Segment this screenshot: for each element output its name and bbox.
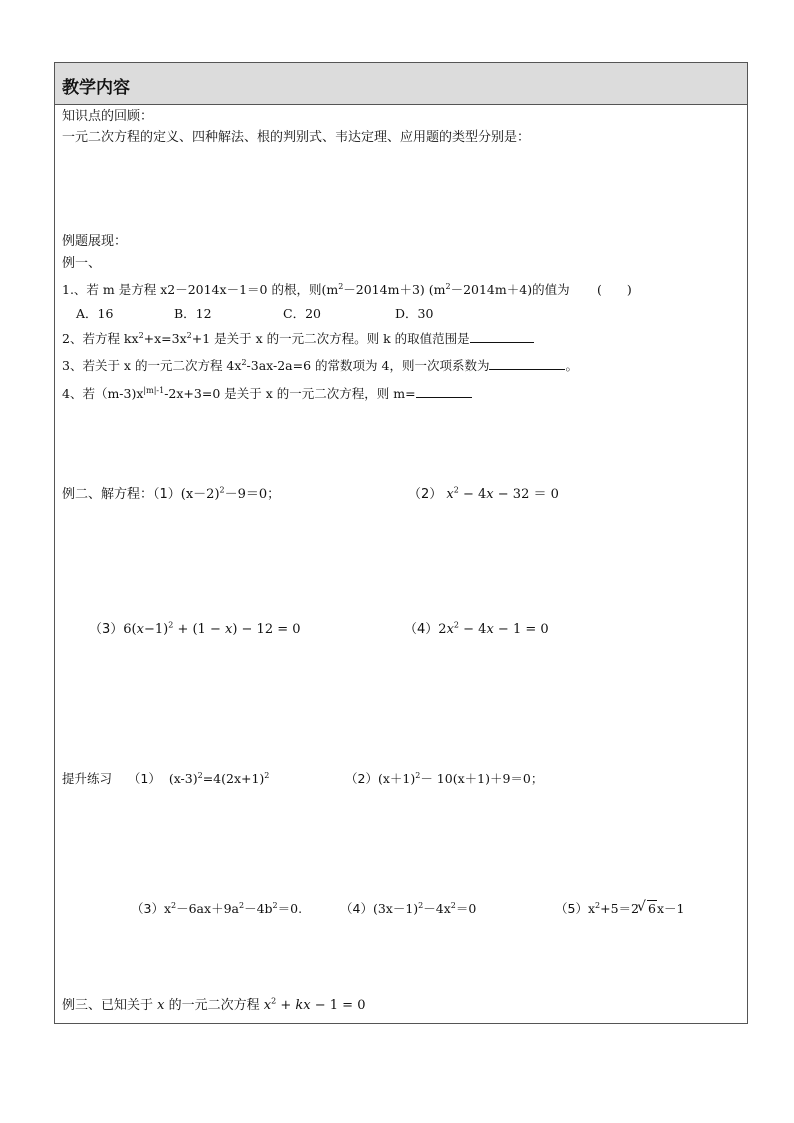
ex3-kx: kx [295, 998, 311, 1013]
practice-label: 提升练习 [62, 771, 113, 786]
ex3-part-b: + [276, 998, 296, 1013]
header-bar [55, 63, 747, 105]
q3-end: 。 [565, 358, 578, 373]
practice-3-sup-1: 2 [171, 900, 177, 910]
equation-3 [89, 622, 301, 638]
eq4-x-1: x [446, 622, 454, 637]
eq3-x-1: x [136, 622, 144, 637]
ex3-sup: 2 [271, 996, 277, 1006]
practice-4-part-a: (3x－1) [372, 901, 419, 916]
example-3-label: 例三、已知关于 [62, 998, 154, 1013]
practice-5-part-a: x [587, 901, 596, 916]
practice-2-part-b: － 10(x＋1)＋9＝0； [420, 771, 544, 786]
practice-1-sup-2: 2 [264, 770, 270, 780]
practice-1-prefix: （1） [127, 771, 161, 786]
ex3-part-d: − 1 = 0 [310, 998, 366, 1013]
practice-4-sup-2: 2 [450, 900, 456, 910]
question-1-mid: －2014m＋3) (m [343, 282, 446, 297]
equation-2 [408, 487, 559, 503]
example-3-mid: 的一元二次方程 [168, 998, 260, 1013]
header-title: 教学内容 [62, 78, 130, 98]
review-line: 一元二次方程的定义、四种解法、根的判别式、韦达定理、应用题的类型分别是： [62, 130, 531, 145]
question-1 [62, 282, 570, 298]
practice-3-part-c: －4b [244, 901, 273, 916]
review-heading: 知识点的回顾： [62, 109, 154, 124]
eq4-prefix: （4） [404, 622, 439, 637]
practice-5-radicand: 6 [648, 901, 656, 916]
sqrt-symbol [639, 901, 657, 917]
equation-4 [404, 622, 549, 638]
eq4-x-2: x [486, 622, 494, 637]
eq2-sup: 2 [453, 485, 459, 495]
question-1-answer-paren: ( ) [597, 282, 632, 297]
q2-part-a: 2、若方程 kx [62, 331, 139, 346]
answer-blank-q4[interactable] [416, 385, 472, 398]
practice-1-part-b: =4(2x+1) [202, 771, 265, 786]
practice-3-prefix: （3） [131, 901, 164, 916]
q2-part-c: +1 是关于 x 的一元二次方程。则 k 的取值范围是 [191, 331, 470, 346]
q2-sup-2: 2 [186, 330, 192, 340]
eq1-sup: 2 [219, 485, 225, 495]
practice-4-part-c: ＝0 [455, 901, 477, 916]
q1-sup-2: 2 [445, 281, 451, 291]
eq2-x-2: x [486, 487, 494, 502]
examples-heading: 例题展现： [62, 234, 128, 249]
practice-4 [340, 901, 476, 917]
q1-sup-1: 2 [338, 281, 344, 291]
example-3-line [62, 998, 365, 1014]
eq4-sup: 2 [453, 620, 459, 630]
q4-part-b: -2x+3=0 是关于 x 的一元二次方程，则 m= [164, 386, 416, 401]
q3-sup: 2 [241, 357, 247, 367]
example-3-x: x [157, 998, 165, 1013]
answer-blank-q2[interactable] [470, 330, 534, 343]
ex3-x-1: x [263, 998, 272, 1013]
practice-5-prefix: （5） [555, 901, 588, 916]
eq2-part-b: − 4 [458, 487, 487, 502]
practice-4-part-b: －4x [423, 901, 451, 916]
practice-5 [555, 901, 684, 917]
practice-5-part-d: x－1 [656, 901, 685, 916]
practice-3-sup-2: 2 [238, 900, 245, 910]
eq3-part-a: 6( [123, 622, 137, 637]
lesson-frame [54, 62, 748, 1024]
practice-3 [131, 901, 302, 917]
practice-4-prefix: （4） [340, 901, 373, 916]
eq3-prefix: （3） [89, 622, 124, 637]
choice-b[interactable]: B．12 [174, 306, 212, 321]
choice-d[interactable]: D．30 [395, 306, 434, 321]
answer-blank-q3[interactable] [489, 357, 565, 370]
question-1-suffix: －2014m＋4)的值为 [450, 282, 570, 297]
q3-part-a: 3、若关于 x 的一元二次方程 4x [62, 358, 242, 373]
eq2-part-d: − 32 ＝ 0 [493, 487, 559, 502]
q4-part-a: 4、若（m-3)x [62, 386, 144, 401]
eq2-x-1: x [446, 487, 454, 502]
question-4 [62, 385, 472, 402]
q2-part-b: +x=3x [143, 331, 187, 346]
q2-sup-1: 2 [138, 330, 144, 340]
q4-exponent: |m|-1 [143, 385, 165, 395]
question-1-prefix: 1.、若 m 是方程 x2－2014x－1＝0 的根，则(m [62, 282, 339, 297]
example-1-label: 例一、 [62, 256, 102, 271]
practice-5-part-b: +5＝2 [600, 901, 639, 916]
eq1-part-a: (x－2) [180, 487, 220, 502]
q3-part-b: -3ax-2a=6 的常数项为 4，则一次项系数为 [246, 358, 490, 373]
question-3 [62, 357, 578, 374]
eq4-part-e: − 1 = 0 [493, 622, 549, 637]
question-2 [62, 330, 534, 347]
eq1-part-b: －9＝0； [224, 487, 281, 502]
practice-3-part-b: －6ax＋9a [176, 901, 239, 916]
choice-c[interactable]: C．20 [283, 306, 321, 321]
choice-a[interactable]: A．16 [76, 306, 114, 321]
eq2-prefix: （2） [408, 487, 443, 502]
example-2-label: 例二、解方程：（1） [62, 487, 181, 502]
practice-2 [345, 771, 543, 787]
practice-2-part-a: (x＋1) [377, 771, 416, 786]
practice-2-sup: 2 [415, 770, 421, 780]
eq3-x-2: x [224, 622, 233, 637]
example-2-line-1 [62, 487, 280, 503]
practice-2-prefix: （2） [345, 771, 378, 786]
practice-1-part-a: (x-3) [168, 771, 198, 786]
eq4-part-a: 2 [438, 622, 447, 637]
eq3-part-f: ) − 12 = 0 [232, 622, 301, 637]
practice-3-part-d: ＝0. [277, 901, 303, 916]
practice-3-part-a: x [163, 901, 172, 916]
eq4-part-c: − 4 [459, 622, 487, 637]
practice-1-sup-1: 2 [197, 770, 203, 780]
eq3-sup: 2 [168, 620, 174, 630]
practice-3-sup-3: 2 [272, 900, 278, 910]
practice-4-sup-1: 2 [418, 900, 424, 910]
eq3-part-d: + (1 − [173, 622, 225, 637]
practice-5-sup: 2 [595, 900, 601, 910]
eq3-part-c: −1) [143, 622, 169, 637]
practice-line-1 [62, 771, 269, 787]
